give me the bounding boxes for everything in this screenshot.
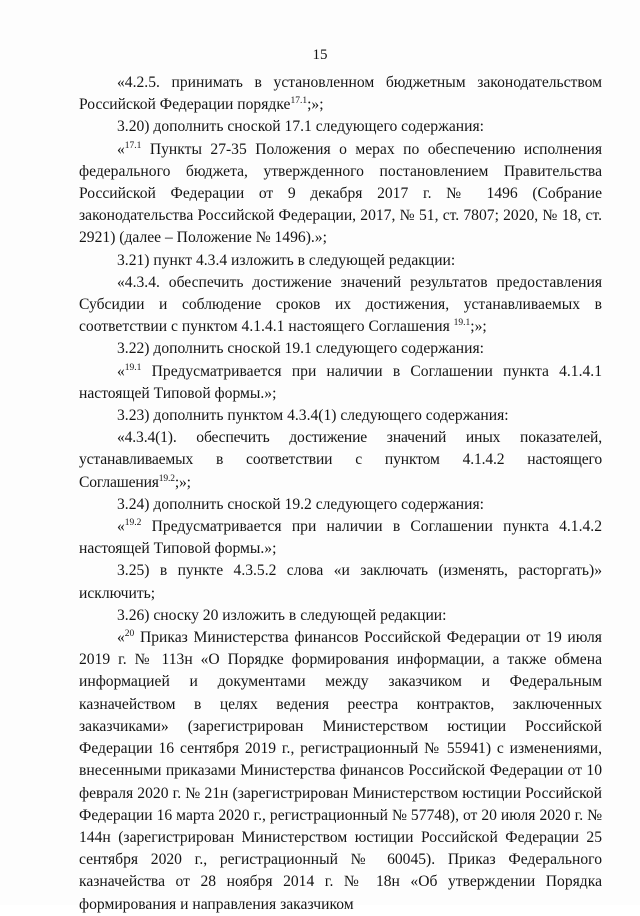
paragraph-3-25: 3.25) в пункте 4.3.5.2 слова «и заключать (изменять, расторгать)» исключить; [79,562,602,602]
paragraph-4-3-4-1: «4.3.4(1). обеспечить достижение значений иных показателей, устанавливаемых в соответствии с пунктом 4.1.4.2 настоящего Соглашения$^{19.2}$;»; [79,429,602,491]
paragraph-4-3-4: «4.3.4. обеспечить достижение значений результатов предоставления Субсидии и соблюдение сроков их достижения, устанавливаемых в соответствии с пунктом 4.1.4.1 настоящего Соглашения $^{19.1}$;»; [79,273,602,336]
footnote-19-2-text: «$^{19.2}$ Предусматривается при наличии в Соглашении пункта 4.1.4.2 настоящей Типовой формы.»; [79,518,602,558]
footnote-ref: 19.1 [453,318,471,329]
paragraph-3-20: 3.20) дополнить сноской 17.1 следующего содержания: [117,118,484,136]
paragraph-3-21: 3.21) пункт 4.3.4 изложить в следующей редакции: [117,251,456,269]
paragraph-3-26: 3.26) сноску 20 изложить в следующей редакции: [117,606,447,624]
footnote-ref: 19.1 [124,362,142,373]
footnote-17-1-text: «$^{17.1}$ Пункты 27-35 Положения о мерах по обеспечению исполнения федерального бюджета, утвержденного постановлением Правительства Российской Федерации от 9 декабря 2017 г. № 1496 (Собрание законодательства Российской Федерации, 2017, № 51, ст. 7807; 2020, № 18, ст. 2921) (далее – Положение № 1496).»; [79,140,602,247]
paragraph-3-22: 3.22) дополнить сноской 19.1 следующего содержания: [117,340,484,358]
footnote-19-1-text: «$^{19.1}$ Предусматривается при наличии в Соглашении пункта 4.1.4.1 настоящей Типовой формы.»; [79,362,602,402]
footnote-ref: 19.2 [124,518,142,529]
body-text [79,72,602,916]
footnote-ref: 20 [124,629,135,640]
footnote-ref: 17.1 [290,96,308,107]
paragraph-3-24: 3.24) дополнить сноской 19.2 следующего содержания: [117,495,484,513]
page-number: 15 [312,47,328,63]
paragraph-3-23: 3.23) дополнить пунктом 4.3.4(1) следующего содержания: [117,407,509,425]
footnote-20-text: «$^{20}$ Приказ Министерства финансов Российской Федерации от 19 июля 2019 г. № 113н «О Порядке формирования информации, а также обмена информацией и документами между заказчиком и Федеральным казначейством в целях ведения реестра контрактов, заключенных заказчиками» (зарегистрирован Министерством юстиции Российской Федерации 16 сентября 2019 г., регистрационный № 55941) с изменениями, внесенными приказами Министерства финансов Российской Федерации от 10 февраля 2020 г. № 21н (зарегистрирован Министерством юстиции Российской Федерации 16 марта 2020 г., регистрационный № 57748), от 20 июля 2020 г. № 144н (зарегистрирован Министерством юстиции Российской Федерации 25 сентября 2020 г., регистрационный № 60045). Приказ Федерального казначейства от 28 ноября 2014 г. № 18н «Об утверждении Порядка формирования и направления заказчиком [79,629,602,913]
paragraph-4-2-5: «4.2.5. принимать в установленном бюджетным законодательством Российской Федерации порядке$^{17.1}$;»; [79,74,602,114]
footnote-ref: 17.1 [124,140,142,151]
footnote-ref: 19.2 [158,473,175,484]
